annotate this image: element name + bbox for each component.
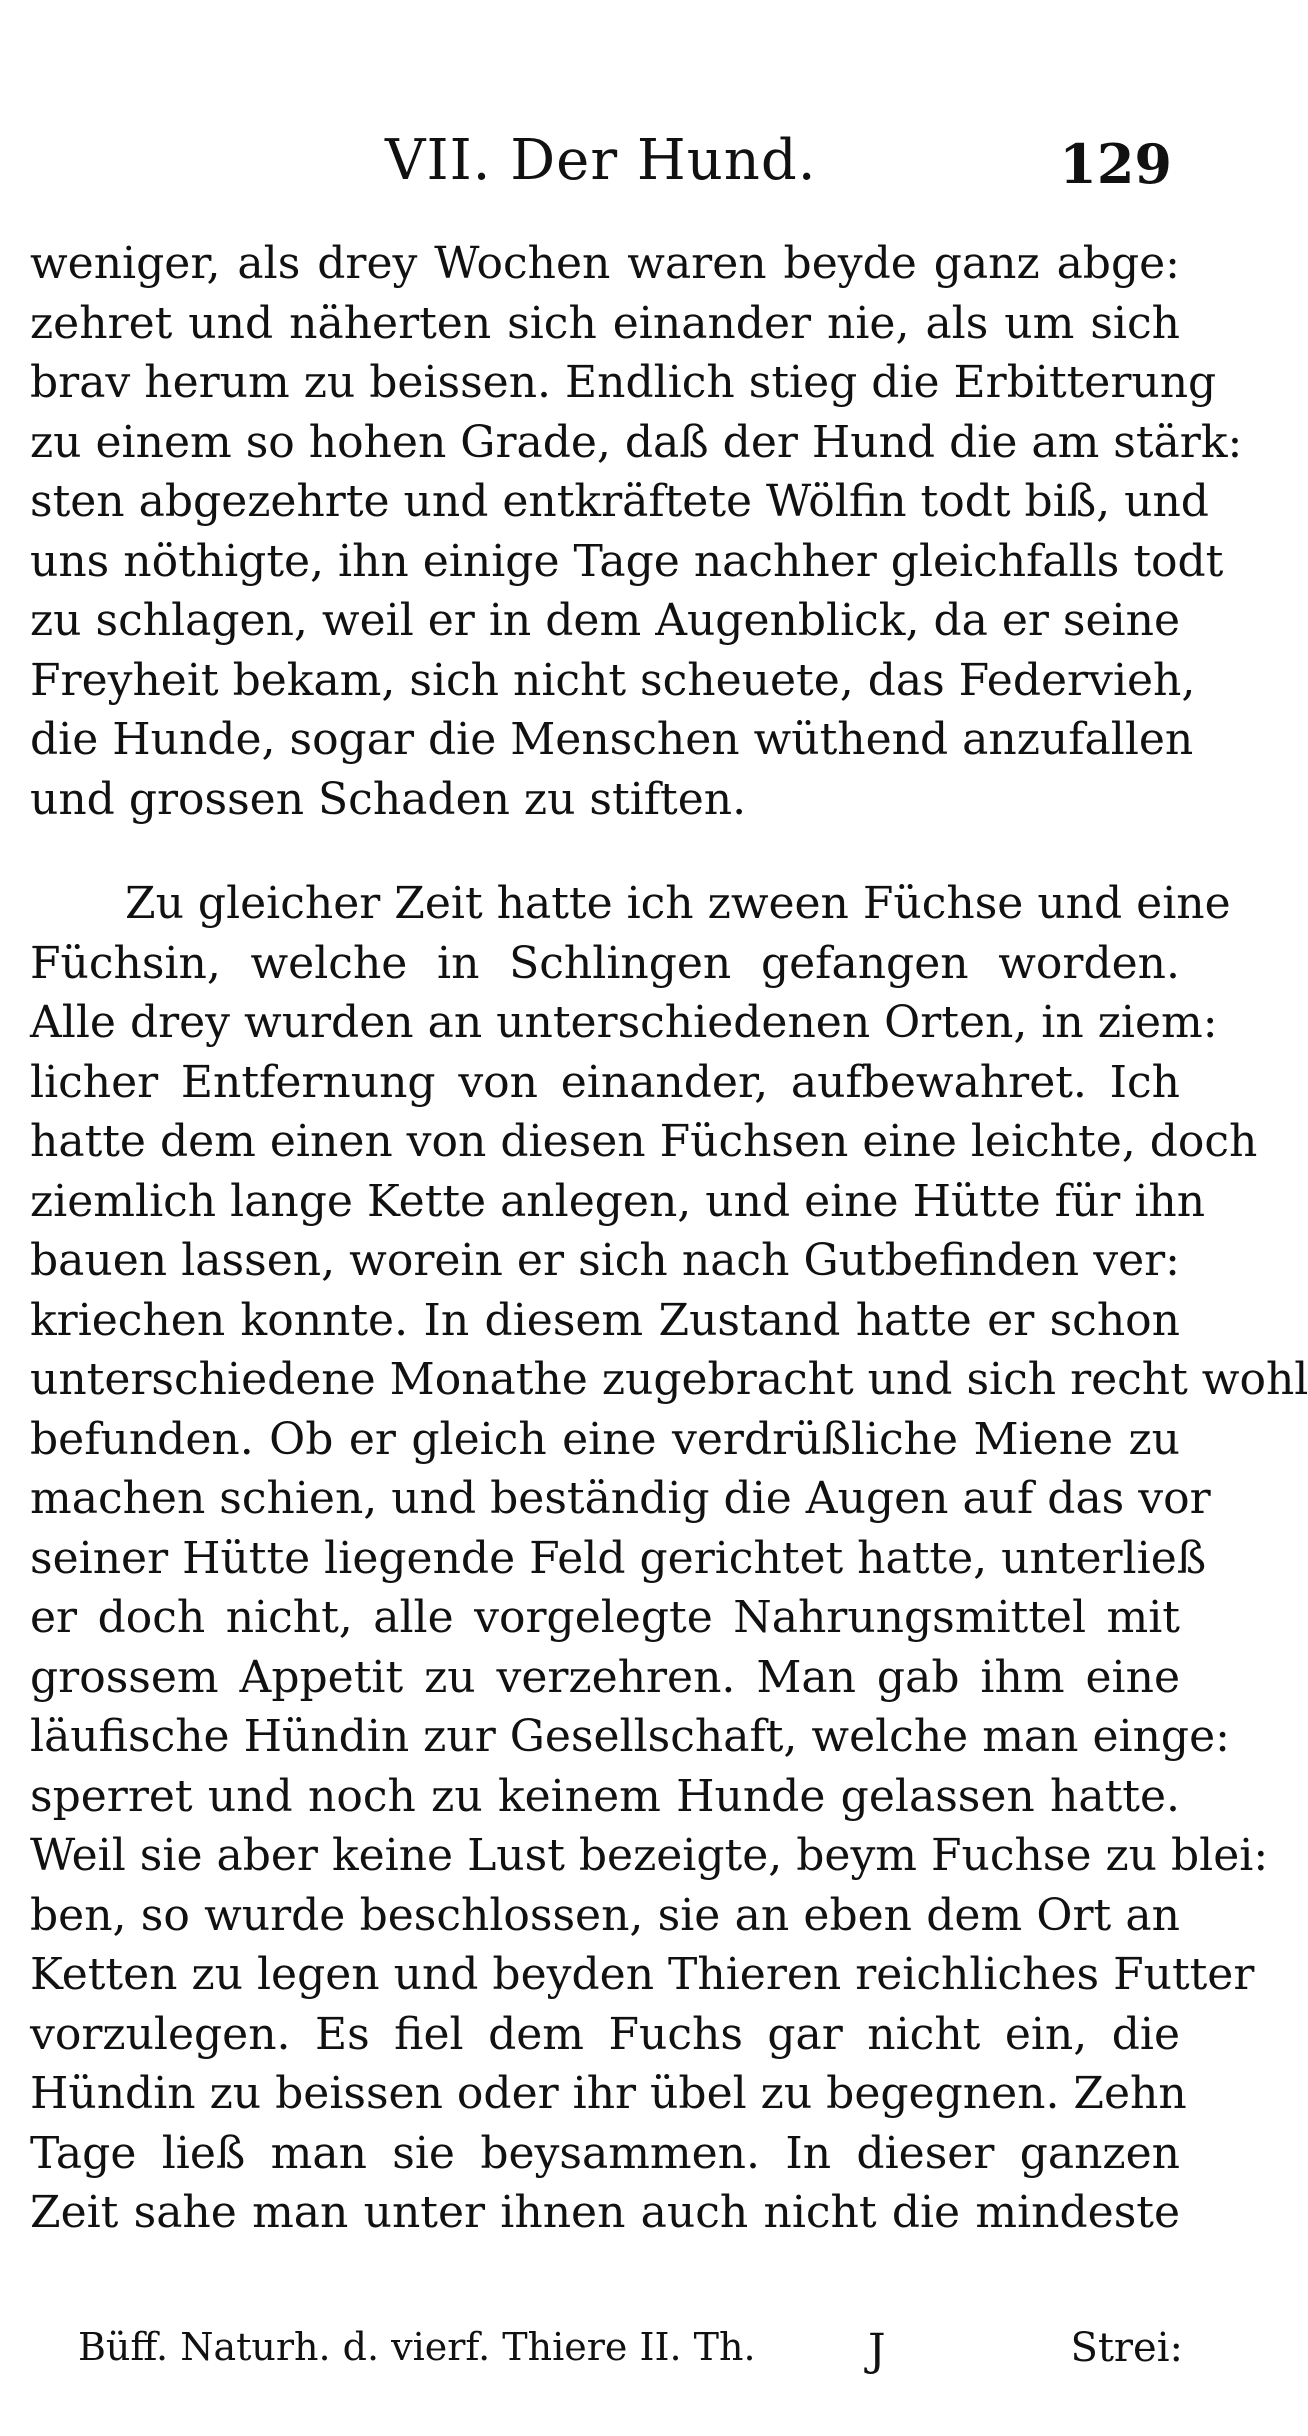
text-line: grossem Appetit zu verzehren. Man gab ihm eine (30, 1651, 1180, 1703)
text-line: Weil sie aber keine Lust bezeigte, beym Fuchse zu blei: (30, 1830, 1269, 1881)
text-line: bauen lassen, worein er sich nach Gutbefinden ver: (30, 1235, 1180, 1286)
paragraph-2 (30, 874, 1308, 2243)
text-line: er doch nicht, alle vorgelegte Nahrungsmittel mit (30, 1592, 1180, 1643)
paragraph-1 (30, 234, 1243, 829)
text-line: uns nöthigte, ihn einige Tage nachher gleichfalls todt (30, 535, 1224, 587)
text-line: Zu gleicher Zeit hatte ich zween Füchse und eine (125, 878, 1231, 929)
text-line: unterschiedene Monathe zugebracht und sich recht wohl (30, 1354, 1308, 1405)
catchword: Strei: (1070, 2325, 1183, 2371)
running-head: VII. Der Hund. (385, 128, 817, 193)
signature-note: Büff. Naturh. d. vierf. Thiere II. Th. (78, 2325, 756, 2369)
text-line: weniger, als drey Wochen waren beyde ganz abge: (30, 238, 1180, 289)
page-footer (78, 2325, 1183, 2385)
paragraph-gap (30, 829, 1180, 874)
text-line: licher Entfernung von einander, aufbewahret. Ich (30, 1056, 1180, 1108)
text-line: sten abgezehrte und entkräftete Wölfin todt biß, und (30, 476, 1209, 527)
text-line: brav herum zu beissen. Endlich stieg die Erbitterung (30, 357, 1217, 408)
text-line: hatte dem einen von diesen Füchsen eine leichte, doch (30, 1116, 1258, 1167)
text-line: Hündin zu beissen oder ihr übel zu begegnen. Zehn (30, 2068, 1187, 2119)
text-line: Alle drey wurden an unterschiedenen Orten, in ziem: (30, 997, 1218, 1048)
text-line: Zeit sahe man unter ihnen auch nicht die mindeste (30, 2187, 1180, 2238)
text-line: läufische Hündin zur Gesellschaft, welche man einge: (30, 1711, 1230, 1762)
text-line: zu einem so hohen Grade, daß der Hund die am stärk: (30, 416, 1243, 468)
text-line: zehret und näherten sich einander nie, als um sich (30, 297, 1180, 349)
text-line: Füchsin, welche in Schlingen gefangen worden. (30, 937, 1180, 989)
text-line: sperret und noch zu keinem Hunde gelassen hatte. (30, 1770, 1180, 1822)
body-text (30, 234, 1308, 2243)
text-line: zu schlagen, weil er in dem Augenblick, da er seine (30, 595, 1180, 646)
page-header (0, 128, 1212, 208)
text-line: machen schien, und beständig die Augen auf das vor (30, 1473, 1211, 1524)
text-line: kriechen konnte. In diesem Zustand hatte er schon (30, 1294, 1180, 1346)
signature-mark: J (868, 2325, 886, 2376)
page-number: 129 (1059, 132, 1172, 196)
text-line: Ketten zu legen und beyden Thieren reichliches Futter (30, 1949, 1255, 2000)
text-line: vorzulegen. Es fiel dem Fuchs gar nicht ein, die (30, 2008, 1180, 2060)
text-line: Freyheit bekam, sich nicht scheuete, das Federvieh, (30, 654, 1196, 706)
text-line: und grossen Schaden zu stiften. (30, 773, 747, 825)
text-line: ziemlich lange Kette anlegen, und eine Hütte für ihn (30, 1175, 1206, 1227)
text-line: seiner Hütte liegende Feld gerichtet hatte, unterließ (30, 1532, 1207, 1584)
text-line: die Hunde, sogar die Menschen wüthend anzufallen (30, 714, 1194, 765)
text-line: ben, so wurde beschlossen, sie an eben dem Ort an (30, 1889, 1180, 1941)
text-line: befunden. Ob er gleich eine verdrüßliche Miene zu (30, 1413, 1180, 1465)
text-line: Tage ließ man sie beysammen. In dieser ganzen (30, 2127, 1180, 2179)
